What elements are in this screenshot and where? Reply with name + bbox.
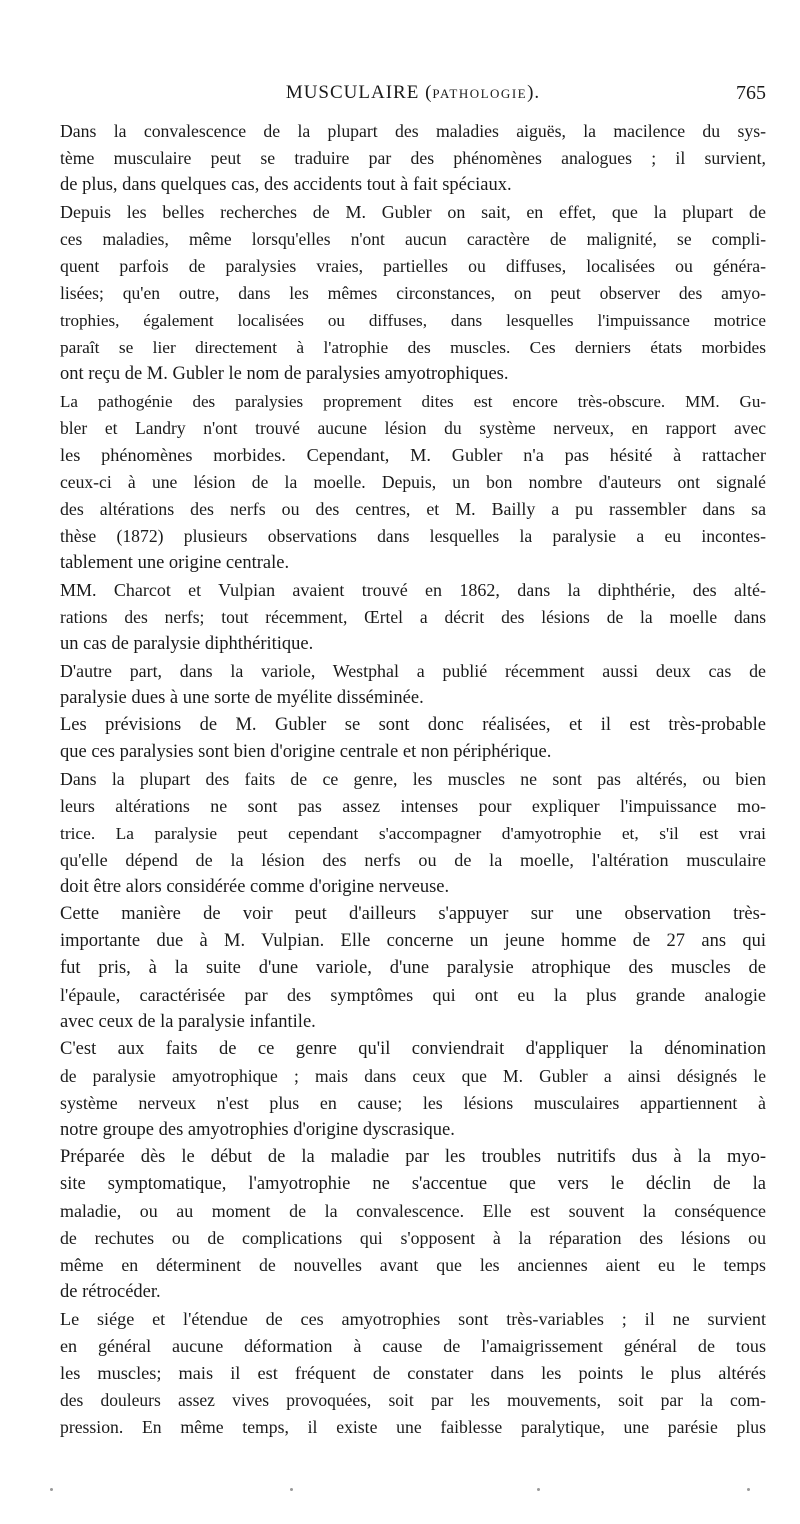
text-line: de rétrocéder. [60,1282,161,1302]
text-line: C'est aux faits de ce genre qu'il conviendrait d'appliquer la dénomination [60,1039,766,1059]
text-line: qu'elle dépend de la lésion des nerfs ou de la moelle, l'altération musculaire [60,850,766,870]
text-line: l'épaule, caractérisée par des symptômes qui ont eu la plus grande analogie [60,985,766,1005]
text-line: ceux-ci à une lésion de la moelle. Depuis, un bon nombre d'auteurs ont signalé [60,472,766,492]
running-title [60,82,766,104]
text-line: Cette manière de voir peut d'ailleurs s'appuyer sur une observation très- [60,904,766,924]
print-mark [290,1488,293,1491]
text-line: système nerveux n'est plus en cause; les lésions musculaires appartiennent à [60,1093,766,1113]
text-line: des douleurs assez vives provoquées, soit par les mouvements, soit par la com- [60,1390,766,1410]
text-line: paralysie dues à une sorte de myélite disséminée. [60,688,424,708]
text-line: de paralysie amyotrophique ; mais dans ceux que M. Gubler a ainsi désignés le [60,1066,766,1086]
text-line: en général aucune déformation à cause de l'amaigrissement général de tous [60,1336,766,1356]
text-line: bler et Landry n'ont trouvé aucune lésion du système nerveux, en rapport avec [60,418,766,438]
page-header [60,82,766,112]
print-mark [50,1488,53,1491]
text-line: de plus, dans quelques cas, des accidents tout à fait spéciaux. [60,175,512,195]
text-line: La pathogénie des paralysies proprement dites est encore très-obscure. MM. Gu- [60,392,766,411]
text-line: les muscles; mais il est fréquent de constater dans les points le plus altérés [60,1363,766,1383]
text-line: avec ceux de la paralysie infantile. [60,1012,316,1032]
text-line: site symptomatique, l'amyotrophie ne s'accentue que vers le déclin de la [60,1174,766,1194]
text-line: tème musculaire peut se traduire par des phénomènes analogues ; il survient, [60,148,766,168]
body-text [60,118,766,1441]
text-line: thèse (1872) plusieurs observations dans lesquelles la paralysie a eu incontes- [60,526,766,546]
running-title-subject: PATHOLOGIE [432,86,528,101]
text-line: MM. Charcot et Vulpian avaient trouvé en 1862, dans la diphthérie, des alté- [60,580,766,600]
text-line: paraît se lier directement à l'atrophie des muscles. Ces derniers états morbides [60,338,766,357]
running-title-main: MUSCULAIRE ( [285,82,433,103]
text-line: maladie, ou au moment de la convalescence. Elle est souvent la conséquence [60,1201,766,1221]
print-mark [747,1488,750,1491]
print-mark [537,1488,540,1491]
page-number: 765 [736,82,766,104]
text-line: Préparée dès le début de la maladie par les troubles nutritifs dus à la myo- [60,1147,766,1167]
text-line: leurs altérations ne sont pas assez intenses pour expliquer l'impuissance mo- [60,796,766,816]
text-line: les phénomènes morbides. Cependant, M. Gubler n'a pas hésité à rattacher [60,445,766,465]
text-line: Le siége et l'étendue de ces amyotrophies sont très-variables ; il ne survient [60,1309,766,1329]
text-line: quent parfois de paralysies vraies, partielles ou diffuses, localisées ou généra- [60,256,766,276]
running-title-end: ). [527,82,541,103]
text-line: D'autre part, dans la variole, Westphal a publié récemment aussi deux cas de [60,661,766,681]
text-line: que ces paralysies sont bien d'origine centrale et non périphérique. [60,742,552,762]
text-line: tablement une origine centrale. [60,553,290,573]
text-line: pression. En même temps, il existe une faiblesse paralytique, une parésie plus [60,1417,766,1437]
text-line: ces maladies, même lorsqu'elles n'ont aucun caractère de malignité, se compli- [60,229,766,249]
text-line: de rechutes ou de complications qui s'opposent à la réparation des lésions ou [60,1228,766,1248]
text-line: trophies, également localisées ou diffuses, dans lesquelles l'impuissance motrice [60,311,766,330]
footer-print-marks [40,1488,760,1494]
text-line: fut pris, à la suite d'une variole, d'une paralysie atrophique des muscles de [60,958,766,978]
text-line: des altérations des nerfs ou des centres, et M. Bailly a pu rassembler dans sa [60,499,766,519]
text-line: doit être alors considérée comme d'origine nerveuse. [60,877,450,897]
text-line: trice. La paralysie peut cependant s'accompagner d'amyotrophie et, s'il est vrai [60,824,766,843]
text-line: un cas de paralysie diphthéritique. [60,634,314,654]
text-line: Dans la plupart des faits de ce genre, les muscles ne sont pas altérés, ou bien [60,769,766,789]
text-line: rations des nerfs; tout récemment, Œrtel a décrit des lésions de la moelle dans [60,607,766,627]
text-line: lisées; qu'en outre, dans les mêmes circonstances, on peut observer des amyo- [60,283,766,303]
text-line: notre groupe des amyotrophies d'origine dyscrasique. [60,1120,455,1140]
text-line: importante due à M. Vulpian. Elle concerne un jeune homme de 27 ans qui [60,931,766,951]
text-line: Les prévisions de M. Gubler se sont donc réalisées, et il est très-probable [60,715,766,735]
text-line: même en déterminent de nouvelles avant que les anciennes aient eu le temps [60,1255,766,1275]
text-line: ont reçu de M. Gubler le nom de paralysies amyotrophiques. [60,364,509,384]
text-line: Depuis les belles recherches de M. Gubler on sait, en effet, que la plupart de [60,202,766,222]
text-line: Dans la convalescence de la plupart des maladies aiguës, la macilence du sys- [60,121,766,141]
